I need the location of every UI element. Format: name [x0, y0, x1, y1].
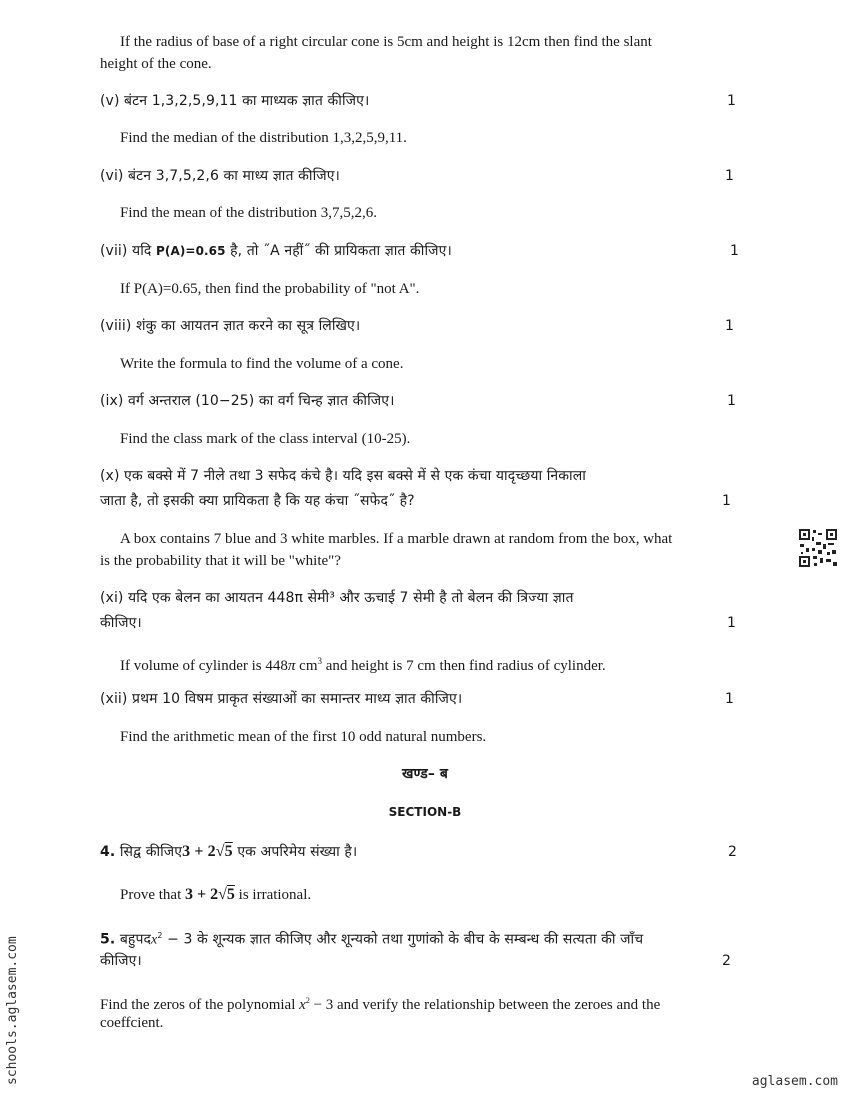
question-xii-english: Find the arithmetic mean of the first 10 odd natural numbers.	[120, 729, 487, 745]
text-segment: If volume of cylinder is 448	[120, 658, 288, 674]
question-4-hindi: 4. सिद्व कीजिए3 + 2√5 एक अपरिमेय संख्या है।	[100, 843, 358, 860]
marks-xi: 1	[727, 615, 736, 631]
text-segment: बहुपद	[115, 931, 152, 948]
text-segment: Prove that	[120, 887, 185, 903]
text-segment: है, तो ˝A नहीं˝ की प्रायिकता ज्ञात कीजिए।	[225, 243, 452, 259]
text-segment: 5	[226, 886, 235, 903]
question-xi-hindi-line2: कीजिए।	[100, 615, 142, 631]
text-segment: x	[151, 932, 158, 948]
marks-viii: 1	[725, 318, 734, 334]
question-x-hindi-line2: जाता है, तो इसकी क्या प्रायिकता है कि यह कंचा ˝सफेद˝ है?	[100, 493, 415, 509]
question-5-hindi-line2: कीजिए।	[100, 953, 142, 969]
text-segment: 2	[305, 996, 310, 1005]
question-number: 4.	[100, 844, 116, 860]
marks-vi: 1	[725, 168, 734, 184]
question-5-hindi-line1	[100, 926, 643, 951]
text-segment: (vii) यदि	[100, 243, 156, 259]
qr-code-icon	[798, 528, 838, 568]
text-segment: 5	[224, 843, 233, 860]
question-vii-hindi	[100, 241, 452, 261]
marks-5: 2	[722, 953, 731, 969]
question-ix-hindi: (ix) वर्ग अन्तराल (10−25) का वर्ग चिन्ह ज्ञात कीजिए।	[100, 393, 395, 409]
question-viii-hindi: (viii) शंकु का आयतन ज्ञात करने का सूत्र लिखिए।	[100, 318, 361, 334]
question-number: 5.	[100, 931, 116, 948]
question-vi-english: Find the mean of the distribution 3,7,5,2,6.	[120, 205, 378, 221]
question-x-english-line2: is the probability that it will be "white"?	[100, 553, 341, 569]
question-v-hindi: (v) बंटन 1,3,2,5,9,11 का माध्यक ज्ञात कीजिए।	[100, 93, 370, 109]
question-ix-english: Find the class mark of the class interval (10-25).	[120, 431, 411, 447]
side-watermark: schools.aglasem.com	[5, 936, 20, 1085]
question-xi-english	[120, 651, 606, 676]
marks-x: 1	[722, 493, 731, 509]
question-5-english-line2: coeffcient.	[100, 1015, 164, 1031]
question-vi-hindi: (vi) बंटन 3,7,5,2,6 का माध्य ज्ञात कीजिए।	[100, 168, 340, 184]
text-line: height of the cone.	[100, 56, 212, 72]
text-segment: 2	[157, 931, 163, 940]
question-4-english: Prove that 3 + 2√5 is irrational.	[120, 886, 312, 903]
text-segment: सिद्व कीजिए	[115, 844, 183, 860]
question-v-english: Find the median of the distribution 1,3,2,5,9,11.	[120, 130, 407, 146]
text-segment: 3 + 2	[182, 843, 216, 860]
text-segment: and height is 7 cm then find radius of cylinder.	[321, 658, 606, 674]
question-viii-english: Write the formula to find the volume of a cone.	[120, 356, 404, 372]
marks-xii: 1	[725, 691, 734, 707]
marks-vii: 1	[730, 243, 739, 259]
text-segment: is irrational.	[234, 887, 312, 903]
text-segment: cm	[295, 658, 318, 674]
text-line: If the radius of base of a right circular cone is 5cm and height is 12cm then find the slant	[120, 34, 652, 50]
text-segment: π	[287, 658, 296, 674]
marks-v: 1	[727, 93, 736, 109]
text-segment: P(A)=0.65	[155, 244, 226, 258]
question-vii-english: If P(A)=0.65, then find the probability of "not A".	[120, 281, 420, 297]
question-5-english-line1	[100, 991, 660, 1015]
text-segment: 3 + 2	[185, 886, 219, 903]
footer-watermark: aglasem.com	[751, 1074, 838, 1089]
question-xi-hindi-line1: (xi) यदि एक बेलन का आयतन 448π सेमी³ और ऊचाई 7 सेमी है तो बेलन की त्रिज्या ज्ञात	[100, 590, 574, 606]
section-heading-hindi: खण्ड– ब	[401, 766, 449, 782]
text-segment: एक अपरिमेय संख्या है।	[232, 844, 358, 860]
marks-4: 2	[728, 844, 737, 860]
marks-ix: 1	[727, 393, 736, 409]
question-x-english-line1: A box contains 7 blue and 3 white marbles. If a marble drawn at random from the box, what	[120, 531, 673, 547]
text-segment: 3	[317, 656, 322, 666]
question-xii-hindi: (xii) प्रथम 10 विषम प्राकृत संख्याओं का समान्तर माध्य ज्ञात कीजिए।	[100, 691, 463, 707]
text-segment: x	[299, 997, 306, 1013]
section-heading-english: SECTION-B	[388, 805, 462, 819]
question-x-hindi-line1: (x) एक बक्से में 7 नीले तथा 3 सफेद कंचे है। यदि इस बक्से में से एक कंचा यादृच्छया निकाला	[100, 468, 586, 484]
text-segment: − 3 के शून्यक ज्ञात कीजिए और शून्यको तथा गुणांको के बीच के सम्बन्ध की सत्यता की जाँच	[162, 931, 644, 948]
text-segment: Find the zeros of the polynomial	[100, 997, 300, 1013]
text-segment: − 3 and verify the relationship between the zeroes and the	[309, 997, 661, 1013]
